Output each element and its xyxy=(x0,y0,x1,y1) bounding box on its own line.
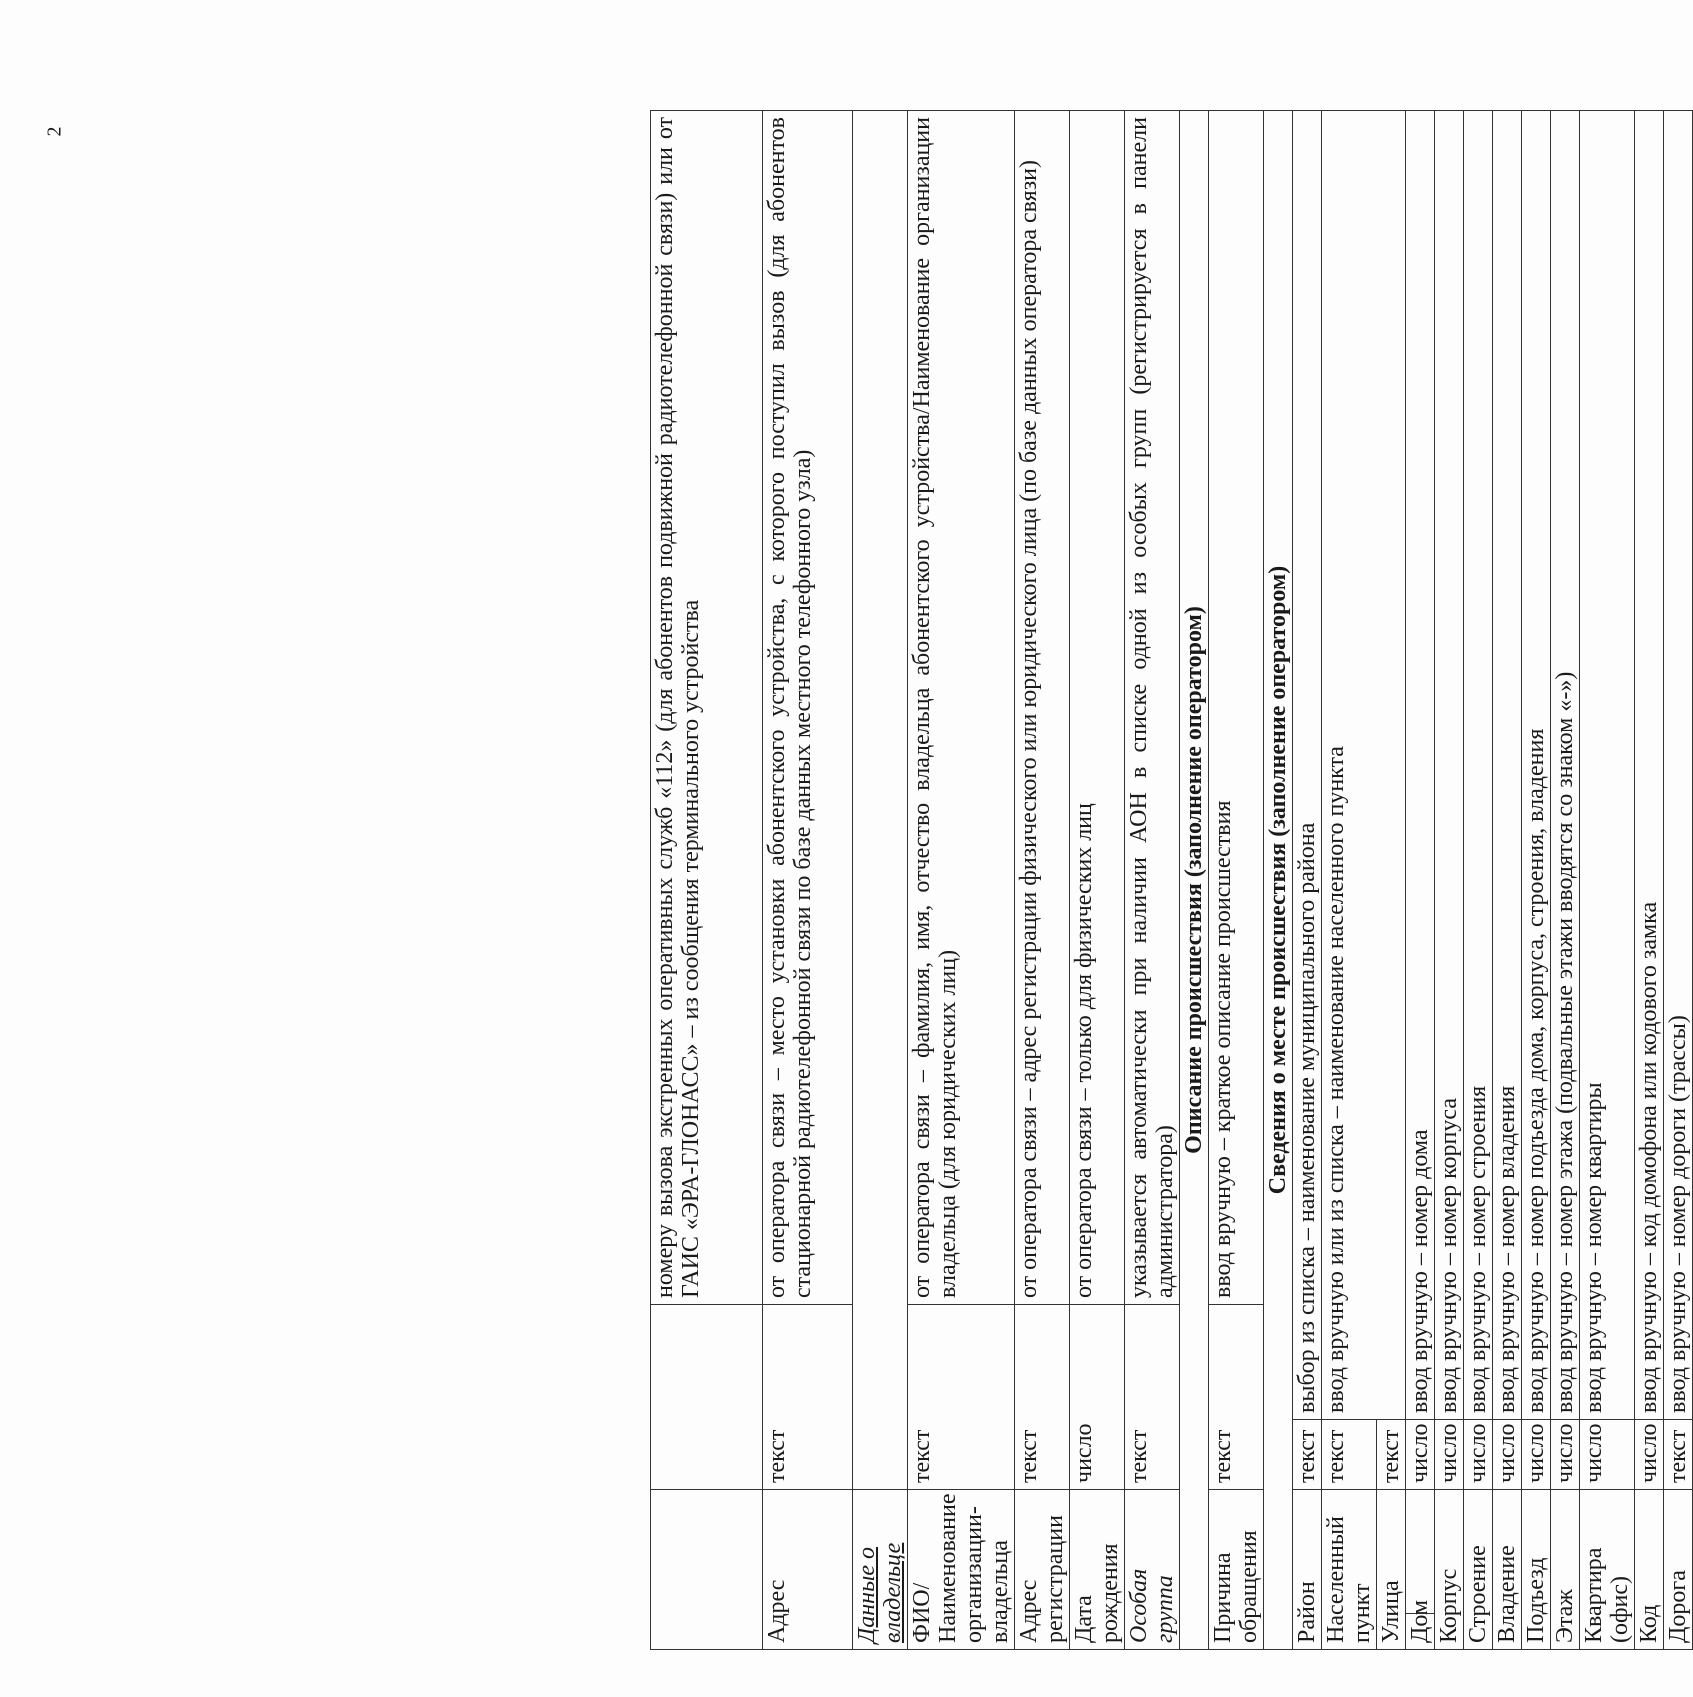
table-row xyxy=(1493,111,1522,1650)
field-type-cell: текст xyxy=(1125,1305,1180,1490)
field-desc-cell: номеру вызова экстренных оперативных служб «112» (для абонентов подвижной радиотелефонной связи) или от ГАИС «ЭРА-ГЛОНАСС» – из сообщения терминального устройства xyxy=(651,111,763,1305)
field-desc-cell: ввод вручную – номер корпуса xyxy=(1435,111,1464,1420)
section-row xyxy=(1180,111,1209,1650)
table-row xyxy=(1070,111,1125,1650)
field-name-cell: Особая группа xyxy=(1125,1490,1180,1650)
table-row xyxy=(908,111,1015,1650)
table-row xyxy=(1580,111,1635,1650)
field-type-cell: число xyxy=(1406,1420,1435,1490)
field-type-cell: число xyxy=(1551,1420,1580,1490)
table-row xyxy=(1664,111,1693,1650)
table-row xyxy=(1435,111,1464,1650)
field-type-cell: число xyxy=(1493,1420,1522,1490)
field-type-cell: число xyxy=(1070,1305,1125,1490)
field-name-cell: Улица xyxy=(1377,1490,1406,1650)
field-name-cell: Код xyxy=(1635,1490,1664,1650)
field-name-cell: ФИО/Наименование организации-владельца xyxy=(908,1490,1015,1650)
table-row xyxy=(853,111,908,1650)
table-row xyxy=(1635,111,1664,1650)
field-name-cell: Подъезд xyxy=(1522,1490,1551,1650)
field-desc-cell: ввод вручную – номер этажа (подвальные этажи вводятся со знаком «-») xyxy=(1551,111,1580,1420)
field-type-cell: число xyxy=(1580,1420,1635,1490)
section-title-incident: Описание происшествия (заполнение оператором) xyxy=(1180,111,1209,1650)
field-name-cell: Населенный пункт xyxy=(1322,1490,1377,1650)
field-desc-cell: ввод вручную – номер дома xyxy=(1406,111,1435,1420)
table-row xyxy=(1464,111,1493,1650)
field-type-cell: текст xyxy=(763,1305,853,1490)
field-desc-cell: указывается автоматически при наличии АОН в списке одной из особых групп (регистрируется в панели администратора) xyxy=(1125,111,1180,1305)
field-name-cell: Район xyxy=(1293,1490,1322,1650)
field-name-cell: Дом xyxy=(1406,1614,1435,1650)
field-type-cell: текст xyxy=(1322,1420,1377,1490)
field-desc-cell: ввод вручную – номер владения xyxy=(1493,111,1522,1420)
field-name-cell: Строение xyxy=(1464,1490,1493,1650)
section-title-location: Сведения о месте происшествия (заполнение оператором) xyxy=(1264,111,1293,1650)
fields-table xyxy=(650,110,1693,1650)
field-name-cell: Дорога xyxy=(1664,1490,1693,1650)
field-type-cell: число xyxy=(1464,1420,1493,1490)
field-name-cell: Квартира (офис) xyxy=(1580,1490,1635,1650)
field-desc-cell: ввод вручную – номер дороги (трассы) xyxy=(1664,111,1693,1420)
field-desc-cell: ввод вручную – краткое описание происшествия xyxy=(1209,111,1264,1305)
field-name-cell xyxy=(651,1490,763,1650)
section-row xyxy=(1264,111,1293,1650)
field-type-cell: текст xyxy=(1209,1305,1264,1490)
table-row xyxy=(1293,111,1322,1650)
field-desc-cell: ввод вручную – номер подъезда дома, корпуса, строения, владения xyxy=(1522,111,1551,1420)
field-desc-cell: от оператора связи – адрес регистрации физического или юридического лица (по базе данных оператора связи) xyxy=(1015,111,1070,1305)
field-name-cell: Причина обращения xyxy=(1209,1490,1264,1650)
field-type-cell: текст xyxy=(1377,1420,1406,1490)
field-name-cell: Адрес xyxy=(763,1490,853,1650)
table-row xyxy=(1406,111,1435,1650)
field-name-cell: Адрес регистрации xyxy=(1015,1490,1070,1650)
field-type-cell: число xyxy=(1435,1420,1464,1490)
field-type-cell xyxy=(651,1305,763,1490)
table-row xyxy=(651,111,763,1650)
field-name-cell: Этаж xyxy=(1551,1490,1580,1650)
field-type-cell: текст xyxy=(1664,1420,1693,1490)
field-type-cell: текст xyxy=(1015,1305,1070,1490)
field-desc-cell: ввод вручную или из списка – наименование населенного пункта xyxy=(1322,111,1406,1420)
field-desc-cell: ввод вручную – номер квартиры xyxy=(1580,111,1635,1420)
table-row xyxy=(1551,111,1580,1650)
field-type-cell: текст xyxy=(1293,1420,1322,1490)
field-desc-cell: ввод вручную – код домофона или кодового замка xyxy=(1635,111,1664,1420)
field-desc-cell: от оператора связи – фамилия, имя, отчество владельца абонентского устройства/Наименование организации владельца (для юридических лиц) xyxy=(908,111,1015,1305)
field-desc-cell: выбор из списка – наименование муниципального района xyxy=(1293,111,1322,1420)
field-name-cell: Корпус xyxy=(1435,1490,1464,1650)
field-type-cell: число xyxy=(1635,1420,1664,1490)
table-row xyxy=(1522,111,1551,1650)
field-desc-cell: от оператора связи – место установки абонентского устройства, с которого поступил вызов (для абонентов стационарной радиотелефонной связи по базе данных местного телефонного узла) xyxy=(763,111,853,1305)
table-row xyxy=(1209,111,1264,1650)
owner-section-label: Данные о владельце xyxy=(853,1490,908,1650)
table-row xyxy=(1322,111,1377,1650)
field-type-cell: число xyxy=(1522,1420,1551,1490)
field-type-cell: текст xyxy=(908,1305,1015,1490)
field-name-cell: Владение xyxy=(1493,1490,1522,1650)
field-name-cell: Дата рождения xyxy=(1070,1490,1125,1650)
table-row xyxy=(1015,111,1070,1650)
table-row xyxy=(763,111,853,1650)
table-row xyxy=(1125,111,1180,1650)
page-number: 2 xyxy=(43,126,66,137)
rotated-table-wrapper xyxy=(650,110,1691,1650)
field-desc-cell: ввод вручную – номер строения xyxy=(1464,111,1493,1420)
field-desc-cell: от оператора связи – только для физических лиц xyxy=(1070,111,1125,1305)
